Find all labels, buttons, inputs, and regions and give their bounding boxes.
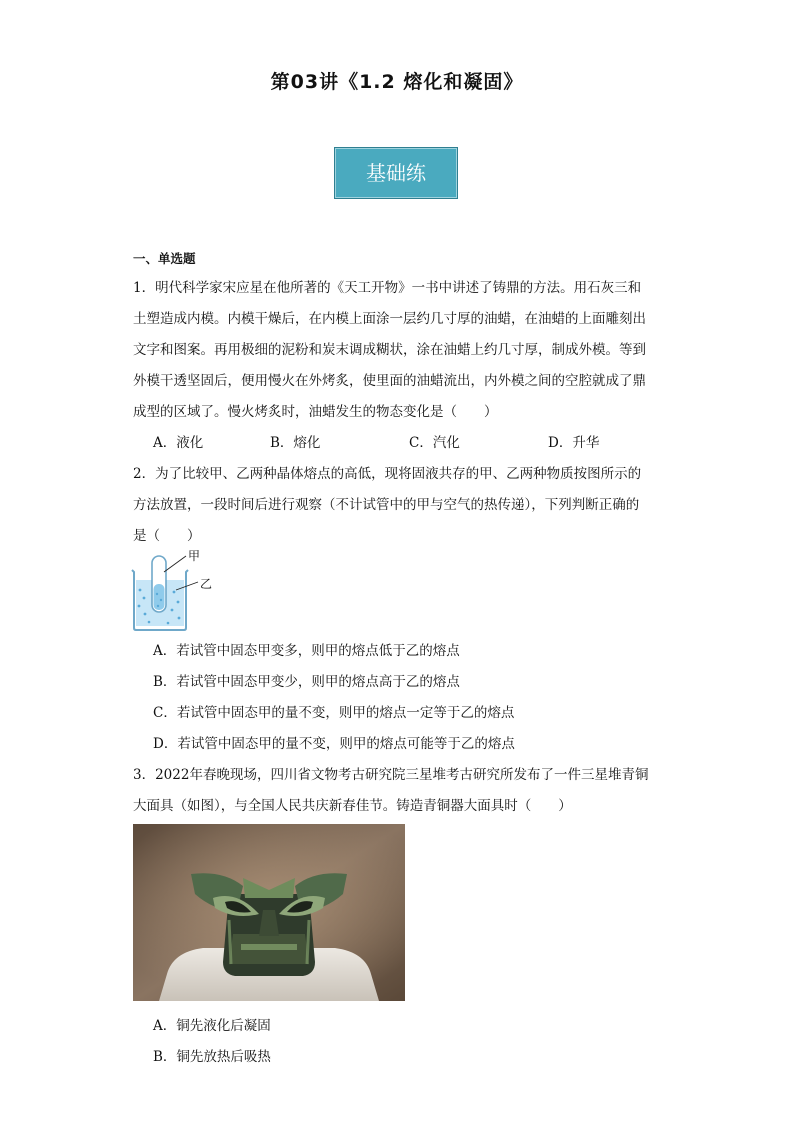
label-line-jia <box>164 556 186 572</box>
q2-option-b[interactable]: B．若试管中固态甲变少，则甲的熔点高于乙的熔点 <box>153 674 460 690</box>
q2-option-a[interactable]: A．若试管中固态甲变多，则甲的熔点低于乙的熔点 <box>153 643 460 659</box>
page-title: 第03讲《1.2 熔化和凝固》 <box>270 71 524 93</box>
q1-line: 外模干透坚固后，便用慢火在外烤炙，使里面的油蜡流出，内外模之间的空腔就成了鼎 <box>133 373 646 389</box>
q1-option-a[interactable]: A．液化 <box>153 435 204 451</box>
q2-option-c[interactable]: C．若试管中固态甲的量不变，则甲的熔点一定等于乙的熔点 <box>153 705 515 721</box>
beaker-test-tube-figure <box>128 550 228 632</box>
q3-line: 大面具（如图），与全国人民共庆新春佳节。铸造青铜器大面具时（ ） <box>133 798 572 814</box>
q1-option-d[interactable]: D．升华 <box>548 435 600 451</box>
label-jia: 甲 <box>188 550 201 563</box>
q1-line: 土塑造成内模。内模干燥后，在内模上面涂一层约几寸厚的油蜡，在油蜡的上面雕刻出 <box>133 311 646 327</box>
section-badge: 基础练 <box>334 147 458 199</box>
q3-line: 3．2022年春晚现场，四川省文物考古研究院三星堆考古研究所发布了一件三星堆青铜 <box>133 767 649 783</box>
q2-line: 2．为了比较甲、乙两种晶体熔点的高低，现将固液共存的甲、乙两种物质按图所示的 <box>133 466 642 482</box>
q1-option-c[interactable]: C．汽化 <box>409 435 460 451</box>
bronze-mask-photo <box>133 824 405 1001</box>
q2-line: 是（ ） <box>133 528 201 544</box>
q2-option-d[interactable]: D．若试管中固态甲的量不变，则甲的熔点可能等于乙的熔点 <box>153 736 515 752</box>
q3-option-a[interactable]: A．铜先液化后凝固 <box>153 1018 271 1034</box>
q1-line: 文字和图案。再用极细的泥粉和炭末调成糊状，涂在油蜡上约几寸厚，制成外模。等到 <box>133 342 646 358</box>
q1-option-b[interactable]: B．熔化 <box>270 435 321 451</box>
q3-option-b[interactable]: B．铜先放热后吸热 <box>153 1049 271 1065</box>
section-heading: 一、单选题 <box>133 251 196 266</box>
q2-line: 方法放置，一段时间后进行观察（不计试管中的甲与空气的热传递），下列判断正确的 <box>133 497 640 513</box>
q1-line: 成型的区域了。慢火烤炙时，油蜡发生的物态变化是（ ） <box>133 404 498 420</box>
label-yi: 乙 <box>200 577 213 591</box>
q1-line: 1．明代科学家宋应星在他所著的《天工开物》一书中讲述了铸鼎的方法。用石灰三和 <box>133 280 642 296</box>
